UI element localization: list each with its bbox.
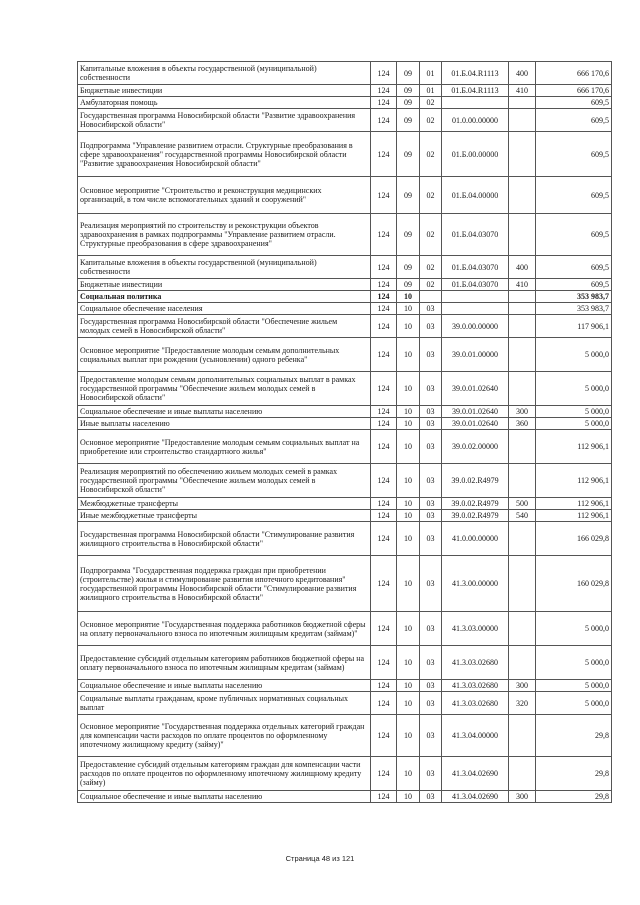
row-name-cell: Социальное обеспечение и иные выплаты населению bbox=[78, 791, 371, 803]
table-row bbox=[78, 692, 612, 715]
row-expense-type-cell: 410 bbox=[509, 279, 536, 291]
table-row bbox=[78, 97, 612, 109]
row-expense-type-cell: 500 bbox=[509, 498, 536, 510]
row-amount-cell: 5 000,0 bbox=[536, 338, 612, 372]
row-name-cell: Подпрограмма "Управление развитием отрасли. Структурные преобразования в сфере здравоохранения" государственной программы Новосибирской области "Развитие здравоохранения Новосибирской области" bbox=[78, 132, 371, 177]
row-section-cell: 10 bbox=[397, 522, 420, 556]
row-admin-code-cell: 124 bbox=[371, 214, 397, 256]
row-expense-type-cell: 540 bbox=[509, 510, 536, 522]
row-section-cell: 10 bbox=[397, 715, 420, 757]
row-admin-code-cell: 124 bbox=[371, 177, 397, 214]
table-row bbox=[78, 680, 612, 692]
row-subsection-cell: 03 bbox=[420, 612, 442, 646]
table-row bbox=[78, 406, 612, 418]
row-admin-code-cell: 124 bbox=[371, 757, 397, 791]
row-admin-code-cell: 124 bbox=[371, 291, 397, 303]
row-target-article-cell: 39.0.00.00000 bbox=[442, 315, 509, 338]
row-target-article-cell: 01.Б.04.R1113 bbox=[442, 62, 509, 85]
row-target-article-cell: 41.3.03.02680 bbox=[442, 646, 509, 680]
row-admin-code-cell: 124 bbox=[371, 791, 397, 803]
row-expense-type-cell: 320 bbox=[509, 692, 536, 715]
table-row bbox=[78, 303, 612, 315]
row-target-article-cell: 01.Б.04.03070 bbox=[442, 279, 509, 291]
row-amount-cell: 609,5 bbox=[536, 132, 612, 177]
table-row bbox=[78, 62, 612, 85]
row-admin-code-cell: 124 bbox=[371, 62, 397, 85]
row-expense-type-cell bbox=[509, 522, 536, 556]
table-row bbox=[78, 279, 612, 291]
row-admin-code-cell: 124 bbox=[371, 303, 397, 315]
row-target-article-cell: 39.0.01.02640 bbox=[442, 406, 509, 418]
row-name-cell: Иные межбюджетные трансферты bbox=[78, 510, 371, 522]
row-subsection-cell: 03 bbox=[420, 522, 442, 556]
row-subsection-cell: 03 bbox=[420, 372, 442, 406]
row-expense-type-cell bbox=[509, 109, 536, 132]
row-name-cell: Социальные выплаты гражданам, кроме публичных нормативных социальных выплат bbox=[78, 692, 371, 715]
row-admin-code-cell: 124 bbox=[371, 338, 397, 372]
row-expense-type-cell bbox=[509, 372, 536, 406]
table-row bbox=[78, 85, 612, 97]
row-name-cell: Межбюджетные трансферты bbox=[78, 498, 371, 510]
row-name-cell: Основное мероприятие "Государственная поддержка отдельных категорий граждан для компенсации части расходов по оплате процентов по оформленному ипотечному жилищному кредиту (займу)" bbox=[78, 715, 371, 757]
row-admin-code-cell: 124 bbox=[371, 279, 397, 291]
table-row bbox=[78, 430, 612, 464]
row-target-article-cell: 01.Б.04.03070 bbox=[442, 214, 509, 256]
row-subsection-cell: 03 bbox=[420, 464, 442, 498]
row-admin-code-cell: 124 bbox=[371, 680, 397, 692]
row-amount-cell: 353 983,7 bbox=[536, 291, 612, 303]
row-amount-cell: 5 000,0 bbox=[536, 372, 612, 406]
row-expense-type-cell bbox=[509, 291, 536, 303]
row-name-cell: Амбулаторная помощь bbox=[78, 97, 371, 109]
row-expense-type-cell bbox=[509, 464, 536, 498]
row-name-cell: Капитальные вложения в объекты государственной (муниципальной) собственности bbox=[78, 256, 371, 279]
table-row bbox=[78, 556, 612, 612]
row-section-cell: 09 bbox=[397, 62, 420, 85]
row-section-cell: 09 bbox=[397, 85, 420, 97]
row-section-cell: 09 bbox=[397, 97, 420, 109]
row-admin-code-cell: 124 bbox=[371, 132, 397, 177]
row-target-article-cell: 39.0.01.02640 bbox=[442, 372, 509, 406]
row-admin-code-cell: 124 bbox=[371, 556, 397, 612]
table-row bbox=[78, 256, 612, 279]
row-admin-code-cell: 124 bbox=[371, 510, 397, 522]
row-name-cell: Подпрограмма "Государственная поддержка граждан при приобретении (строительстве) жилья и стимулирование развития ипотечного кредитования" государственной программы Новосибирской области "Стимулирование развития жилищного строительства в Новосибирской области" bbox=[78, 556, 371, 612]
row-section-cell: 10 bbox=[397, 757, 420, 791]
row-amount-cell: 609,5 bbox=[536, 256, 612, 279]
row-amount-cell: 160 029,8 bbox=[536, 556, 612, 612]
row-amount-cell: 609,5 bbox=[536, 177, 612, 214]
row-name-cell: Предоставление субсидий отдельным категориям работников бюджетной сферы на оплату первоначального взноса по ипотечным жилищным кредитам (займам) bbox=[78, 646, 371, 680]
row-target-article-cell bbox=[442, 97, 509, 109]
row-section-cell: 10 bbox=[397, 646, 420, 680]
table-row bbox=[78, 612, 612, 646]
row-amount-cell: 29,8 bbox=[536, 757, 612, 791]
row-section-cell: 09 bbox=[397, 214, 420, 256]
row-amount-cell: 609,5 bbox=[536, 214, 612, 256]
row-subsection-cell: 03 bbox=[420, 418, 442, 430]
row-section-cell: 10 bbox=[397, 680, 420, 692]
row-subsection-cell: 03 bbox=[420, 646, 442, 680]
row-section-cell: 09 bbox=[397, 177, 420, 214]
row-subsection-cell: 03 bbox=[420, 757, 442, 791]
row-name-cell: Предоставление субсидий отдельным категориям граждан для компенсации части расходов по оплате процентов по оформленному ипотечному жилищному кредиту (займу) bbox=[78, 757, 371, 791]
row-subsection-cell: 03 bbox=[420, 430, 442, 464]
row-target-article-cell: 39.0.01.02640 bbox=[442, 418, 509, 430]
row-amount-cell: 112 906,1 bbox=[536, 498, 612, 510]
row-name-cell: Бюджетные инвестиции bbox=[78, 85, 371, 97]
row-section-cell: 10 bbox=[397, 510, 420, 522]
row-expense-type-cell bbox=[509, 315, 536, 338]
row-subsection-cell: 01 bbox=[420, 62, 442, 85]
table-row bbox=[78, 132, 612, 177]
row-admin-code-cell: 124 bbox=[371, 692, 397, 715]
row-subsection-cell: 02 bbox=[420, 214, 442, 256]
row-subsection-cell: 03 bbox=[420, 510, 442, 522]
row-target-article-cell: 41.3.04.00000 bbox=[442, 715, 509, 757]
row-admin-code-cell: 124 bbox=[371, 97, 397, 109]
row-name-cell: Социальное обеспечение и иные выплаты населению bbox=[78, 680, 371, 692]
row-admin-code-cell: 124 bbox=[371, 498, 397, 510]
row-section-cell: 10 bbox=[397, 338, 420, 372]
row-target-article-cell bbox=[442, 291, 509, 303]
row-section-cell: 10 bbox=[397, 498, 420, 510]
row-name-cell: Государственная программа Новосибирской области "Обеспечение жильем молодых семей в Новосибирской области" bbox=[78, 315, 371, 338]
row-section-cell: 10 bbox=[397, 372, 420, 406]
row-section-cell: 09 bbox=[397, 256, 420, 279]
row-expense-type-cell bbox=[509, 757, 536, 791]
table-row bbox=[78, 757, 612, 791]
row-subsection-cell: 03 bbox=[420, 315, 442, 338]
row-section-cell: 10 bbox=[397, 406, 420, 418]
row-expense-type-cell: 300 bbox=[509, 406, 536, 418]
row-section-cell: 10 bbox=[397, 291, 420, 303]
page-number: Страница 48 из 121 bbox=[285, 854, 355, 863]
row-target-article-cell: 41.3.03.02680 bbox=[442, 692, 509, 715]
row-target-article-cell: 41.0.00.00000 bbox=[442, 522, 509, 556]
row-subsection-cell: 03 bbox=[420, 303, 442, 315]
row-admin-code-cell: 124 bbox=[371, 85, 397, 97]
row-subsection-cell: 03 bbox=[420, 338, 442, 372]
row-expense-type-cell: 360 bbox=[509, 418, 536, 430]
row-subsection-cell bbox=[420, 291, 442, 303]
row-name-cell: Основное мероприятие "Строительство и реконструкция медицинских организаций, в том числе вспомогательных зданий и сооружений" bbox=[78, 177, 371, 214]
row-section-cell: 10 bbox=[397, 464, 420, 498]
row-amount-cell: 609,5 bbox=[536, 279, 612, 291]
row-target-article-cell: 39.0.02.00000 bbox=[442, 430, 509, 464]
row-name-cell: Основное мероприятие "Государственная поддержка работников бюджетной сферы на оплату первоначального взноса по ипотечным жилищным кредитам (займам)" bbox=[78, 612, 371, 646]
row-section-cell: 10 bbox=[397, 430, 420, 464]
row-admin-code-cell: 124 bbox=[371, 612, 397, 646]
row-subsection-cell: 03 bbox=[420, 680, 442, 692]
row-name-cell: Бюджетные инвестиции bbox=[78, 279, 371, 291]
row-section-cell: 09 bbox=[397, 279, 420, 291]
row-admin-code-cell: 124 bbox=[371, 464, 397, 498]
row-expense-type-cell bbox=[509, 646, 536, 680]
row-section-cell: 10 bbox=[397, 612, 420, 646]
row-expense-type-cell bbox=[509, 338, 536, 372]
table-row bbox=[78, 315, 612, 338]
row-amount-cell: 112 906,1 bbox=[536, 430, 612, 464]
row-amount-cell: 353 983,7 bbox=[536, 303, 612, 315]
row-target-article-cell: 41.3.04.02690 bbox=[442, 757, 509, 791]
row-subsection-cell: 02 bbox=[420, 279, 442, 291]
table-row bbox=[78, 291, 612, 303]
row-section-cell: 10 bbox=[397, 692, 420, 715]
row-expense-type-cell bbox=[509, 97, 536, 109]
row-admin-code-cell: 124 bbox=[371, 406, 397, 418]
row-expense-type-cell bbox=[509, 556, 536, 612]
row-target-article-cell: 41.3.00.00000 bbox=[442, 556, 509, 612]
row-name-cell: Реализация мероприятий по обеспечению жильем молодых семей в рамках государственной программы "Обеспечение жильем молодых семей в Новосибирской области" bbox=[78, 464, 371, 498]
table-row bbox=[78, 498, 612, 510]
row-name-cell: Основное мероприятие "Предоставление молодым семьям дополнительных социальных выплат при рождении (усыновлении) одного ребенка" bbox=[78, 338, 371, 372]
row-expense-type-cell: 300 bbox=[509, 680, 536, 692]
row-admin-code-cell: 124 bbox=[371, 522, 397, 556]
table-row bbox=[78, 109, 612, 132]
table-row bbox=[78, 791, 612, 803]
row-section-cell: 10 bbox=[397, 791, 420, 803]
row-expense-type-cell: 410 bbox=[509, 85, 536, 97]
row-admin-code-cell: 124 bbox=[371, 109, 397, 132]
row-target-article-cell: 41.3.03.00000 bbox=[442, 612, 509, 646]
row-amount-cell: 117 906,1 bbox=[536, 315, 612, 338]
row-admin-code-cell: 124 bbox=[371, 430, 397, 464]
table-row bbox=[78, 338, 612, 372]
table-row bbox=[78, 214, 612, 256]
row-expense-type-cell bbox=[509, 303, 536, 315]
row-amount-cell: 5 000,0 bbox=[536, 612, 612, 646]
row-admin-code-cell: 124 bbox=[371, 256, 397, 279]
row-admin-code-cell: 124 bbox=[371, 372, 397, 406]
row-subsection-cell: 02 bbox=[420, 132, 442, 177]
row-target-article-cell: 39.0.01.00000 bbox=[442, 338, 509, 372]
row-target-article-cell: 41.3.03.02680 bbox=[442, 680, 509, 692]
table-row bbox=[78, 372, 612, 406]
row-amount-cell: 666 170,6 bbox=[536, 85, 612, 97]
row-subsection-cell: 03 bbox=[420, 498, 442, 510]
row-amount-cell: 29,8 bbox=[536, 791, 612, 803]
table-row bbox=[78, 464, 612, 498]
row-admin-code-cell: 124 bbox=[371, 418, 397, 430]
row-name-cell: Предоставление молодым семьям дополнительных социальных выплат в рамках государственной программы "Обеспечение жильем молодых семей в Новосибирской области" bbox=[78, 372, 371, 406]
row-expense-type-cell: 400 bbox=[509, 256, 536, 279]
row-subsection-cell: 03 bbox=[420, 692, 442, 715]
row-subsection-cell: 01 bbox=[420, 85, 442, 97]
row-target-article-cell bbox=[442, 303, 509, 315]
row-target-article-cell: 01.Б.04.00000 bbox=[442, 177, 509, 214]
row-subsection-cell: 03 bbox=[420, 715, 442, 757]
row-expense-type-cell bbox=[509, 715, 536, 757]
row-amount-cell: 609,5 bbox=[536, 109, 612, 132]
row-amount-cell: 166 029,8 bbox=[536, 522, 612, 556]
row-section-cell: 09 bbox=[397, 109, 420, 132]
row-amount-cell: 5 000,0 bbox=[536, 680, 612, 692]
row-target-article-cell: 01.Б.00.00000 bbox=[442, 132, 509, 177]
budget-table-body bbox=[78, 62, 612, 803]
row-admin-code-cell: 124 bbox=[371, 646, 397, 680]
row-name-cell: Социальное обеспечение населения bbox=[78, 303, 371, 315]
table-row bbox=[78, 510, 612, 522]
row-target-article-cell: 01.Б.04.03070 bbox=[442, 256, 509, 279]
row-name-cell: Основное мероприятие "Предоставление молодым семьям социальных выплат на приобретение или строительство стандартного жилья" bbox=[78, 430, 371, 464]
row-section-cell: 10 bbox=[397, 303, 420, 315]
row-expense-type-cell bbox=[509, 132, 536, 177]
row-expense-type-cell: 400 bbox=[509, 62, 536, 85]
table-row bbox=[78, 646, 612, 680]
row-amount-cell: 5 000,0 bbox=[536, 646, 612, 680]
row-name-cell: Иные выплаты населению bbox=[78, 418, 371, 430]
row-name-cell: Государственная программа Новосибирской области "Развитие здравоохранения Новосибирской области" bbox=[78, 109, 371, 132]
table-row bbox=[78, 418, 612, 430]
row-expense-type-cell bbox=[509, 612, 536, 646]
row-name-cell: Социальное обеспечение и иные выплаты населению bbox=[78, 406, 371, 418]
row-amount-cell: 666 170,6 bbox=[536, 62, 612, 85]
row-target-article-cell: 39.0.02.R4979 bbox=[442, 510, 509, 522]
row-subsection-cell: 03 bbox=[420, 556, 442, 612]
row-admin-code-cell: 124 bbox=[371, 315, 397, 338]
budget-table bbox=[77, 61, 612, 803]
row-name-cell: Государственная программа Новосибирской области "Стимулирование развития жилищного строительства в Новосибирской области" bbox=[78, 522, 371, 556]
table-row bbox=[78, 177, 612, 214]
row-expense-type-cell: 300 bbox=[509, 791, 536, 803]
row-target-article-cell: 39.0.02.R4979 bbox=[442, 464, 509, 498]
table-row bbox=[78, 522, 612, 556]
row-section-cell: 10 bbox=[397, 315, 420, 338]
row-subsection-cell: 02 bbox=[420, 177, 442, 214]
row-target-article-cell: 01.Б.04.R1113 bbox=[442, 85, 509, 97]
row-amount-cell: 112 906,1 bbox=[536, 510, 612, 522]
row-section-cell: 10 bbox=[397, 418, 420, 430]
row-target-article-cell: 39.0.02.R4979 bbox=[442, 498, 509, 510]
row-subsection-cell: 02 bbox=[420, 97, 442, 109]
row-admin-code-cell: 124 bbox=[371, 715, 397, 757]
row-subsection-cell: 02 bbox=[420, 109, 442, 132]
table-row bbox=[78, 715, 612, 757]
row-amount-cell: 5 000,0 bbox=[536, 406, 612, 418]
row-target-article-cell: 41.3.04.02690 bbox=[442, 791, 509, 803]
row-amount-cell: 609,5 bbox=[536, 97, 612, 109]
row-amount-cell: 5 000,0 bbox=[536, 692, 612, 715]
row-amount-cell: 5 000,0 bbox=[536, 418, 612, 430]
row-subsection-cell: 03 bbox=[420, 791, 442, 803]
row-name-cell: Социальная политика bbox=[78, 291, 371, 303]
row-expense-type-cell bbox=[509, 177, 536, 214]
row-name-cell: Капитальные вложения в объекты государственной (муниципальной) собственности bbox=[78, 62, 371, 85]
row-expense-type-cell bbox=[509, 214, 536, 256]
row-section-cell: 09 bbox=[397, 132, 420, 177]
row-subsection-cell: 03 bbox=[420, 406, 442, 418]
row-subsection-cell: 02 bbox=[420, 256, 442, 279]
row-expense-type-cell bbox=[509, 430, 536, 464]
row-name-cell: Реализация мероприятий по строительству и реконструкции объектов здравоохранения в рамках подпрограммы "Управление развитием отрасли. Структурные преобразования в сфере здравоохранения" bbox=[78, 214, 371, 256]
row-section-cell: 10 bbox=[397, 556, 420, 612]
row-target-article-cell: 01.0.00.00000 bbox=[442, 109, 509, 132]
row-amount-cell: 112 906,1 bbox=[536, 464, 612, 498]
row-amount-cell: 29,8 bbox=[536, 715, 612, 757]
